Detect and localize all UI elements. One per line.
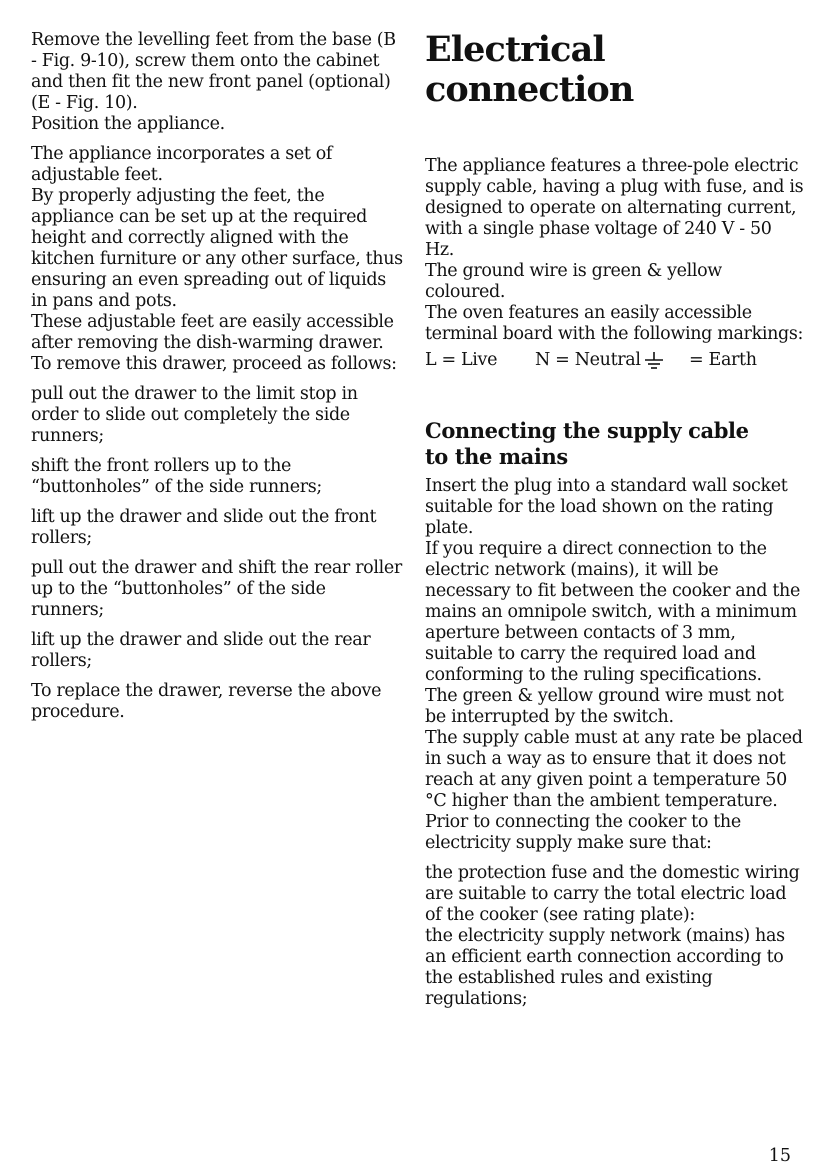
paragraph-ground-wire: The ground wire is green & yellow coloured. xyxy=(425,261,722,302)
step-shift-rear: pull out the drawer and shift the rear roller up to the “buttonholes” of the side runners; xyxy=(31,558,402,620)
page-title: Electrical connection xyxy=(425,29,634,110)
check-fuse-wiring: the protection fuse and the domestic wiring are suitable to carry the total electric load of the cooker (see rating plate): xyxy=(425,863,800,925)
paragraph-position: Position the appliance. xyxy=(31,114,225,134)
terminal-markings xyxy=(425,350,805,371)
page-number: 15 xyxy=(768,1146,791,1166)
step-lift-rear: lift up the drawer and slide out the rear rollers; xyxy=(31,630,371,671)
paragraph-insert-plug: Insert the plug into a standard wall socket suitable for the load shown on the rating plate. xyxy=(425,476,788,538)
paragraph-ground-switch: The green & yellow ground wire must not be interrupted by the switch. xyxy=(425,686,784,727)
marking-live: L = Live xyxy=(425,350,498,370)
paragraph-terminal-board: The oven features an easily accessible terminal board with the following markings: xyxy=(425,303,804,344)
paragraph-prior-connecting: Prior to connecting the cooker to the electricity supply make sure that: xyxy=(425,812,741,853)
paragraph-levelling-feet: Remove the levelling feet from the base (B - Fig. 9-10), screw them onto the cabinet and then fit the new front panel (optional) (E - Fig. 10). xyxy=(31,30,396,113)
marking-neutral: N = Neutral xyxy=(535,350,641,370)
paragraph-accessible: These adjustable feet are easily accessible after removing the dish-warming drawer. xyxy=(31,312,394,353)
paragraph-cable-temperature: The supply cable must at any rate be placed in such a way as to ensure that it does not reach at any given point a temperature 50 °C higher than the ambient temperature. xyxy=(425,728,803,811)
step-shift-front: shift the front rollers up to the “buttonholes” of the side runners; xyxy=(31,456,322,497)
step-lift-front: lift up the drawer and slide out the front rollers; xyxy=(31,507,377,548)
marking-earth: = Earth xyxy=(689,350,757,370)
left-column xyxy=(31,30,403,723)
paragraph-adjusting: By properly adjusting the feet, the appliance can be set up at the required height and correctly aligned with the kitchen furniture or any other surface, thus ensuring an even spreading out of liquids in pans and pots. xyxy=(31,186,403,311)
right-column xyxy=(425,30,805,1010)
paragraph-adjustable-feet: The appliance incorporates a set of adjustable feet. xyxy=(31,144,333,185)
paragraph-direct-connection: If you require a direct connection to the electric network (mains), it will be necessary to fit between the cooker and the mains an omnipole switch, with a minimum aperture between contacts of 3 mm, suitable to carry the required load and conforming to the ruling specifications. xyxy=(425,539,800,685)
section-heading-line1: Connecting the supply cable xyxy=(425,418,749,443)
step-replace: To replace the drawer, reverse the above procedure. xyxy=(31,681,382,722)
section-heading-line2: to the mains xyxy=(425,444,568,469)
check-earth-connection: the electricity supply network (mains) has an efficient earth connection according to the established rules and existing regulations; xyxy=(425,926,785,1009)
step-pull-out: pull out the drawer to the limit stop in order to slide out completely the side runners; xyxy=(31,384,358,446)
paragraph-cable: The appliance features a three-pole electric supply cable, having a plug with fuse, and is designed to operate on alternating current, with a single phase voltage of 240 V - 50 Hz. xyxy=(425,156,804,260)
paragraph-remove-drawer: To remove this drawer, proceed as follows: xyxy=(31,354,397,374)
earth-ground-icon xyxy=(643,352,665,370)
